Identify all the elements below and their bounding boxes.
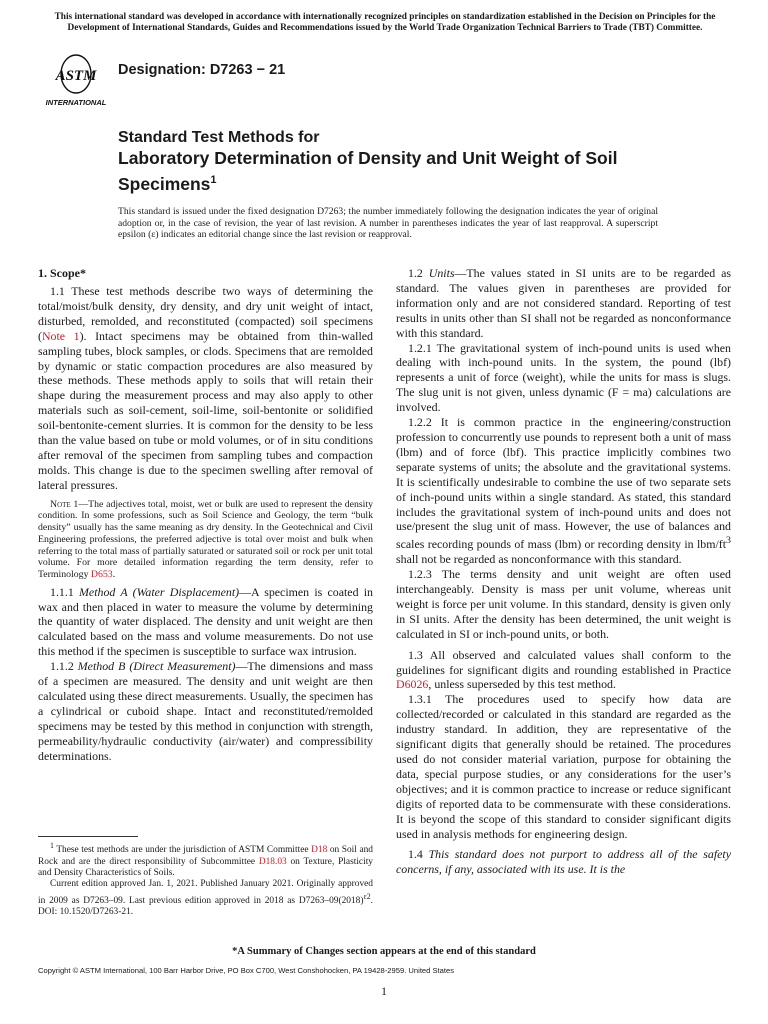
paragraph-1-1-1 (38, 585, 373, 660)
paragraph-1-2-text: —The values stated in SI units are to be regarded as standard. The values given in parentheses are provided for information only and are not considered standard. Reporting of test results in units other than SI shall not be regarded as nonconformance with this standard. (396, 266, 731, 340)
wto-notice-line2: Development of International Standards, Guides and Recommendations issued by the World Trade Organization Technical Barriers to Trade (TBT) Committee. (67, 23, 703, 33)
astm-logo-subtext: INTERNATIONAL (45, 98, 107, 107)
left-column (38, 266, 373, 763)
note-1-label: Note (50, 498, 71, 510)
footnote-1 (38, 840, 373, 879)
paragraph-1-1-text-a: 1.1 These test methods describe two ways of determining the total/moist/bulk density, dry density, and dry unit weight of intact, disturbed, remolded, and reconstituted (compacted) soil specimens ( (38, 284, 373, 343)
scope-heading: 1. Scope* (38, 266, 86, 280)
footnote-1-text-a: These test methods are under the jurisdiction of ASTM Committee (53, 845, 312, 856)
note-1-text-a: 1—The adjectives total, moist, wet or bulk are used to represent the density condition. In some professions, such as Soil Science and Geology, the term “bulk density” usually has the same meaning as dry density. In the Geotechnical and Civil Engineering professions, the preferred adjective is total over moist and bulk when referring to the total mass of partially saturated or saturated soil or rock per unit total volume. For more detailed information regarding the term density, refer to Terminology (38, 498, 373, 580)
footnote-1-text-b: on Soil and Rock and are the direct responsibility of Subcommittee (38, 845, 373, 867)
paragraph-1-4 (396, 847, 731, 877)
footnote-2-text-a: Current edition approved Jan. 1, 2021. Published January 2021. Originally approved in 2009 as D7263–09. Last previous edition approved in 2018 as D7263–09(2018) (38, 879, 373, 906)
units-title: Units (428, 266, 455, 280)
paragraph-1-3-text-a: 1.3 All observed and calculated values shall conform to the guidelines for significant digits and rounding established in Practice (396, 647, 731, 677)
issued-note: This standard is issued under the fixed designation D7263; the number immediately following the designation indicates the year of original adoption or, in the case of revision, the year of last revision. A number in parentheses indicates the year of last reapproval. A superscript epsilon (ε) indicates an editorial change since the last revision or reapproval. (118, 206, 658, 241)
summary-of-changes-note: *A Summary of Changes section appears at the end of this standard (232, 946, 536, 957)
d6026-link[interactable]: D6026 (396, 677, 429, 692)
footnote-2-text-b: . DOI: 10.1520/D7263-21. (38, 895, 373, 918)
footnote-2-sup: ε2 (363, 891, 371, 901)
footnote-1-text-c: on Texture, Plasticity and Density Characteristics of Soils. (38, 856, 373, 878)
d18-03-link[interactable]: D18.03 (258, 856, 287, 867)
paragraph-1-3 (396, 648, 731, 693)
method-a-title: Method A (Water Displacement) (79, 584, 240, 599)
title-block (118, 128, 718, 195)
d18-link[interactable]: D18 (311, 845, 328, 856)
paragraph-1-1-1-num: 1.1.1 (50, 584, 80, 599)
d653-link[interactable]: D653 (90, 568, 113, 580)
paragraph-1-2-3: 1.2.3 The terms density and unit weight are often used interchangeably. Density is mass per unit volume, whereas unit weight is force per unit volume. In this standard, density is given only in SI units. After the density has been determined, the unit weight is calculated in SI or inch-pound units, or both. (396, 567, 731, 641)
right-column (396, 266, 731, 877)
page-number: 1 (381, 984, 387, 998)
astm-logo (40, 50, 112, 110)
paragraph-1-1-1-text: —A specimen is coated in wax and then placed in water to measure the volume by determining the quantity of water displaced. The density and unit weight are then calculated based on the mass and volume measurements. Do not use this method if the specimen is susceptible to surface wax intrusion. (38, 584, 373, 659)
paragraph-1-2 (396, 266, 731, 341)
astm-logo-text: ASTM (55, 68, 97, 84)
paragraph-1-4-num: 1.4 (408, 847, 429, 862)
note-1-link[interactable]: Note 1 (41, 328, 80, 343)
wto-notice (30, 12, 740, 34)
wto-notice-line1: This international standard was developed in accordance with internationally recognized principles on standardization established in the Decision on Principles for the (54, 12, 716, 22)
paragraph-1-2-2 (396, 415, 731, 567)
paragraph-1-1 (38, 284, 373, 493)
footnotes (38, 840, 373, 919)
title-line3 (118, 169, 718, 195)
copyright: Copyright © ASTM International, 100 Barr Harbor Drive, PO Box C700, West Conshohocken, PA 19428-2959. United States (38, 966, 455, 975)
paragraph-1-1-2-text: —The dimensions and mass of a specimen are measured. The density and unit weight are then calculated using these direct measurements. Usually, the specimen has a cylindrical or cuboid shape. Intact and reconstituted/remolded specimens may be tested by this method in conjunction with strength, permeability/hydraulic conductivity (air/water) and compressibility determinations. (38, 659, 373, 763)
footnote-1-mark: 1 (50, 841, 54, 850)
paragraph-1-2-1: 1.2.1 The gravitational system of inch-pound units is used when dealing with inch-pound units. In the system, the pound (lbf) represents a unit of force (weight), while the units for mass is slugs. The slug unit is not given, unless dynamic (F = ma) calculations are involved. (396, 340, 731, 415)
footnote-2 (38, 879, 373, 918)
paragraph-1-2-num: 1.2 (408, 266, 429, 280)
cubed-sup: 3 (726, 535, 731, 547)
paragraph-1-3-text-b: , unless superseded by this test method. (428, 677, 616, 692)
title-line1: Standard Test Methods for (118, 129, 320, 146)
title-footnote-mark: 1 (210, 174, 217, 186)
note-1 (38, 499, 373, 581)
title-line2: Laboratory Determination of Density and Unit Weight of Soil (118, 148, 618, 168)
title-line3-text: Specimens (118, 173, 211, 194)
paragraph-1-3-1: 1.3.1 The procedures used to specify how data are collected/recorded or calculated in this standard are regarded as the industry standard. In addition, they are representative of the significant digits that generally should be retained. The procedures used do not consider material variation, purpose for obtaining the data, special purpose studies, or any considerations for the user’s objectives; and it is common practice to increase or reduce significant digits of reported data to be commensurate with these considerations. It is beyond the scope of this standard to consider significant digits used in analysis methods for engineering design. (396, 692, 731, 841)
paragraph-1-1-text-b: ). Intact specimens may be obtained from thin-walled sampling tubes, block samples, or clods. Specimens that are remolded by dynamic or static compaction procedures are also measured by these methods. These methods apply to soils that will retain their shape during the measurement process and may also apply to other materials such as soil-cement, soil-lime, soil-bentonite or solidified soil-bentonite-cement slurries. It is common for the density to be less than the value based on tube or mold volumes, or of in situ conditions after removal of the specimen from sampling tubes and compaction molds. This change is due to the specimen swelling after removal of lateral pressures. (38, 328, 373, 492)
note-1-text-b: . (112, 568, 116, 580)
paragraph-1-1-2-num: 1.1.2 (50, 659, 78, 674)
paragraph-1-2-2-text-b: shall not be regarded as nonconformance with this standard. (396, 552, 682, 567)
method-b-title: Method B (Direct Measurement) (77, 659, 236, 674)
paragraph-1-4-text: This standard does not purport to address all of the safety concerns, if any, associated with its use. It is the (396, 847, 731, 877)
designation: Designation: D7263 − 21 (118, 62, 286, 78)
paragraph-1-1-2 (38, 659, 373, 763)
paragraph-1-2-2-text-a: 1.2.2 It is common practice in the engineering/construction profession to concurrently use pounds to represent both a unit of mass (lbm) and of force (lbf). This practice implicitly combines two separate systems of units; the absolute and the gravitational systems. It is scientifically undesirable to combine the use of two separate sets of inch-pound units within a single standard. As stated, this standard includes the gravitational system of inch-pound units and does not use/present the slug unit of mass. However, the use of balances and scales recording pounds of mass (lbm) or recording density in lbm/ft (396, 415, 731, 552)
footnote-rule (38, 836, 138, 837)
